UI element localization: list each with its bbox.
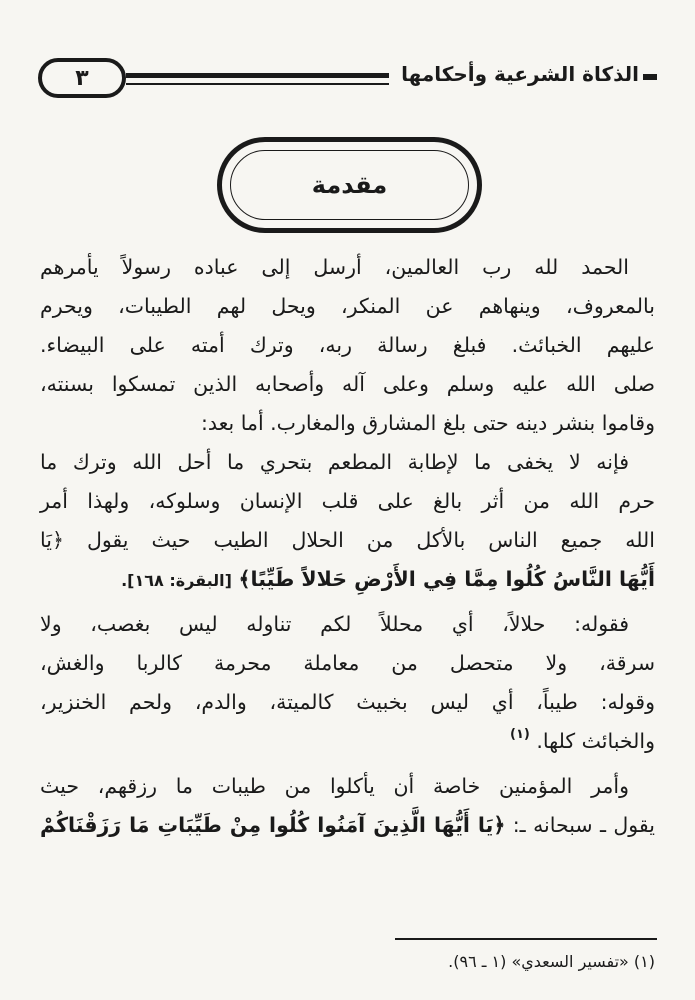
- quran-verse-line: [40, 560, 655, 599]
- text-line: عليهم الخبائث. فبلغ رسالة ربه، وترك أمته على البيضاء.: [40, 333, 655, 357]
- chapter-heading: مقدمة: [311, 171, 388, 199]
- text-line: بالمعروف، وينهاهم عن المنكر، ويحل لهم الطيبات، ويحرم: [40, 294, 655, 318]
- body-text: [40, 248, 655, 845]
- chapter-heading-frame: [217, 137, 482, 233]
- text-line: صلى الله عليه وسلم وعلى آله وأصحابه الذين تمسكوا بسنته،: [40, 372, 655, 396]
- book-title: الذكاة الشرعية وأحكامها: [401, 62, 639, 86]
- text-fragment: والخبائث كلها.: [536, 729, 655, 753]
- text-line: [40, 722, 655, 761]
- running-header: [38, 58, 657, 102]
- text-line: وأمر المؤمنين خاصة أن يأكلوا من طيبات ما رزقهم، حيث: [40, 774, 629, 798]
- page-number-text: ٣: [75, 65, 89, 91]
- text-line: فقوله: حلالاً، أي محللاً لكم تناوله ليس بغصب، ولا: [40, 612, 629, 636]
- text-line: وقاموا بنشر دينه حتى بلغ المشارق والمغارب. أما بعد:: [200, 411, 655, 435]
- text-line: حرم الله من أثر بالغ على قلب الإنسان وسلوكه، ولهذا أمر: [40, 489, 655, 513]
- text-line: الله جميع الناس بالأكل من الحلال الطيب حيث يقول ﴿يَا: [40, 528, 655, 552]
- quran-verse: أَيُّهَا النَّاسُ كُلُوا مِمَّا فِي الأَرْضِ حَلالاً طَيِّبًا﴾: [238, 567, 655, 591]
- header-ornament: [643, 74, 657, 80]
- header-rule: [126, 73, 389, 78]
- text-line: الحمد لله رب العالمين، أرسل إلى عباده رسولاً يأمرهم: [40, 255, 629, 279]
- page-number: [38, 58, 126, 98]
- quran-verse: ﴿يَا أَيُّهَا الَّذِينَ آمَنُوا كُلُوا مِنْ طَيِّبَاتِ مَا رَزَقْنَاكُمْ: [40, 813, 506, 837]
- text-line: سرقة، ولا متحصل من معاملة محرمة كالربا والغش،: [40, 651, 655, 675]
- verse-reference: [البقرة: ١٦٨].: [121, 571, 232, 590]
- text-fragment: يقول ـ سبحانه ـ:: [512, 813, 655, 837]
- text-line: وقوله: طيباً، أي ليس بخبيث كالميتة، والدم، ولحم الخنزير،: [40, 690, 655, 714]
- text-line: فإنه لا يخفى ما لإطابة المطعم بتحري ما أحل الله وترك ما: [40, 450, 629, 474]
- footnote-separator: [395, 938, 657, 940]
- footnote: (١) «تفسير السعدي» (١ ـ ٩٦).: [448, 952, 655, 971]
- header-rule-thin: [126, 83, 389, 85]
- footnote-marker: (١): [510, 727, 530, 742]
- quran-verse-line: [40, 806, 655, 845]
